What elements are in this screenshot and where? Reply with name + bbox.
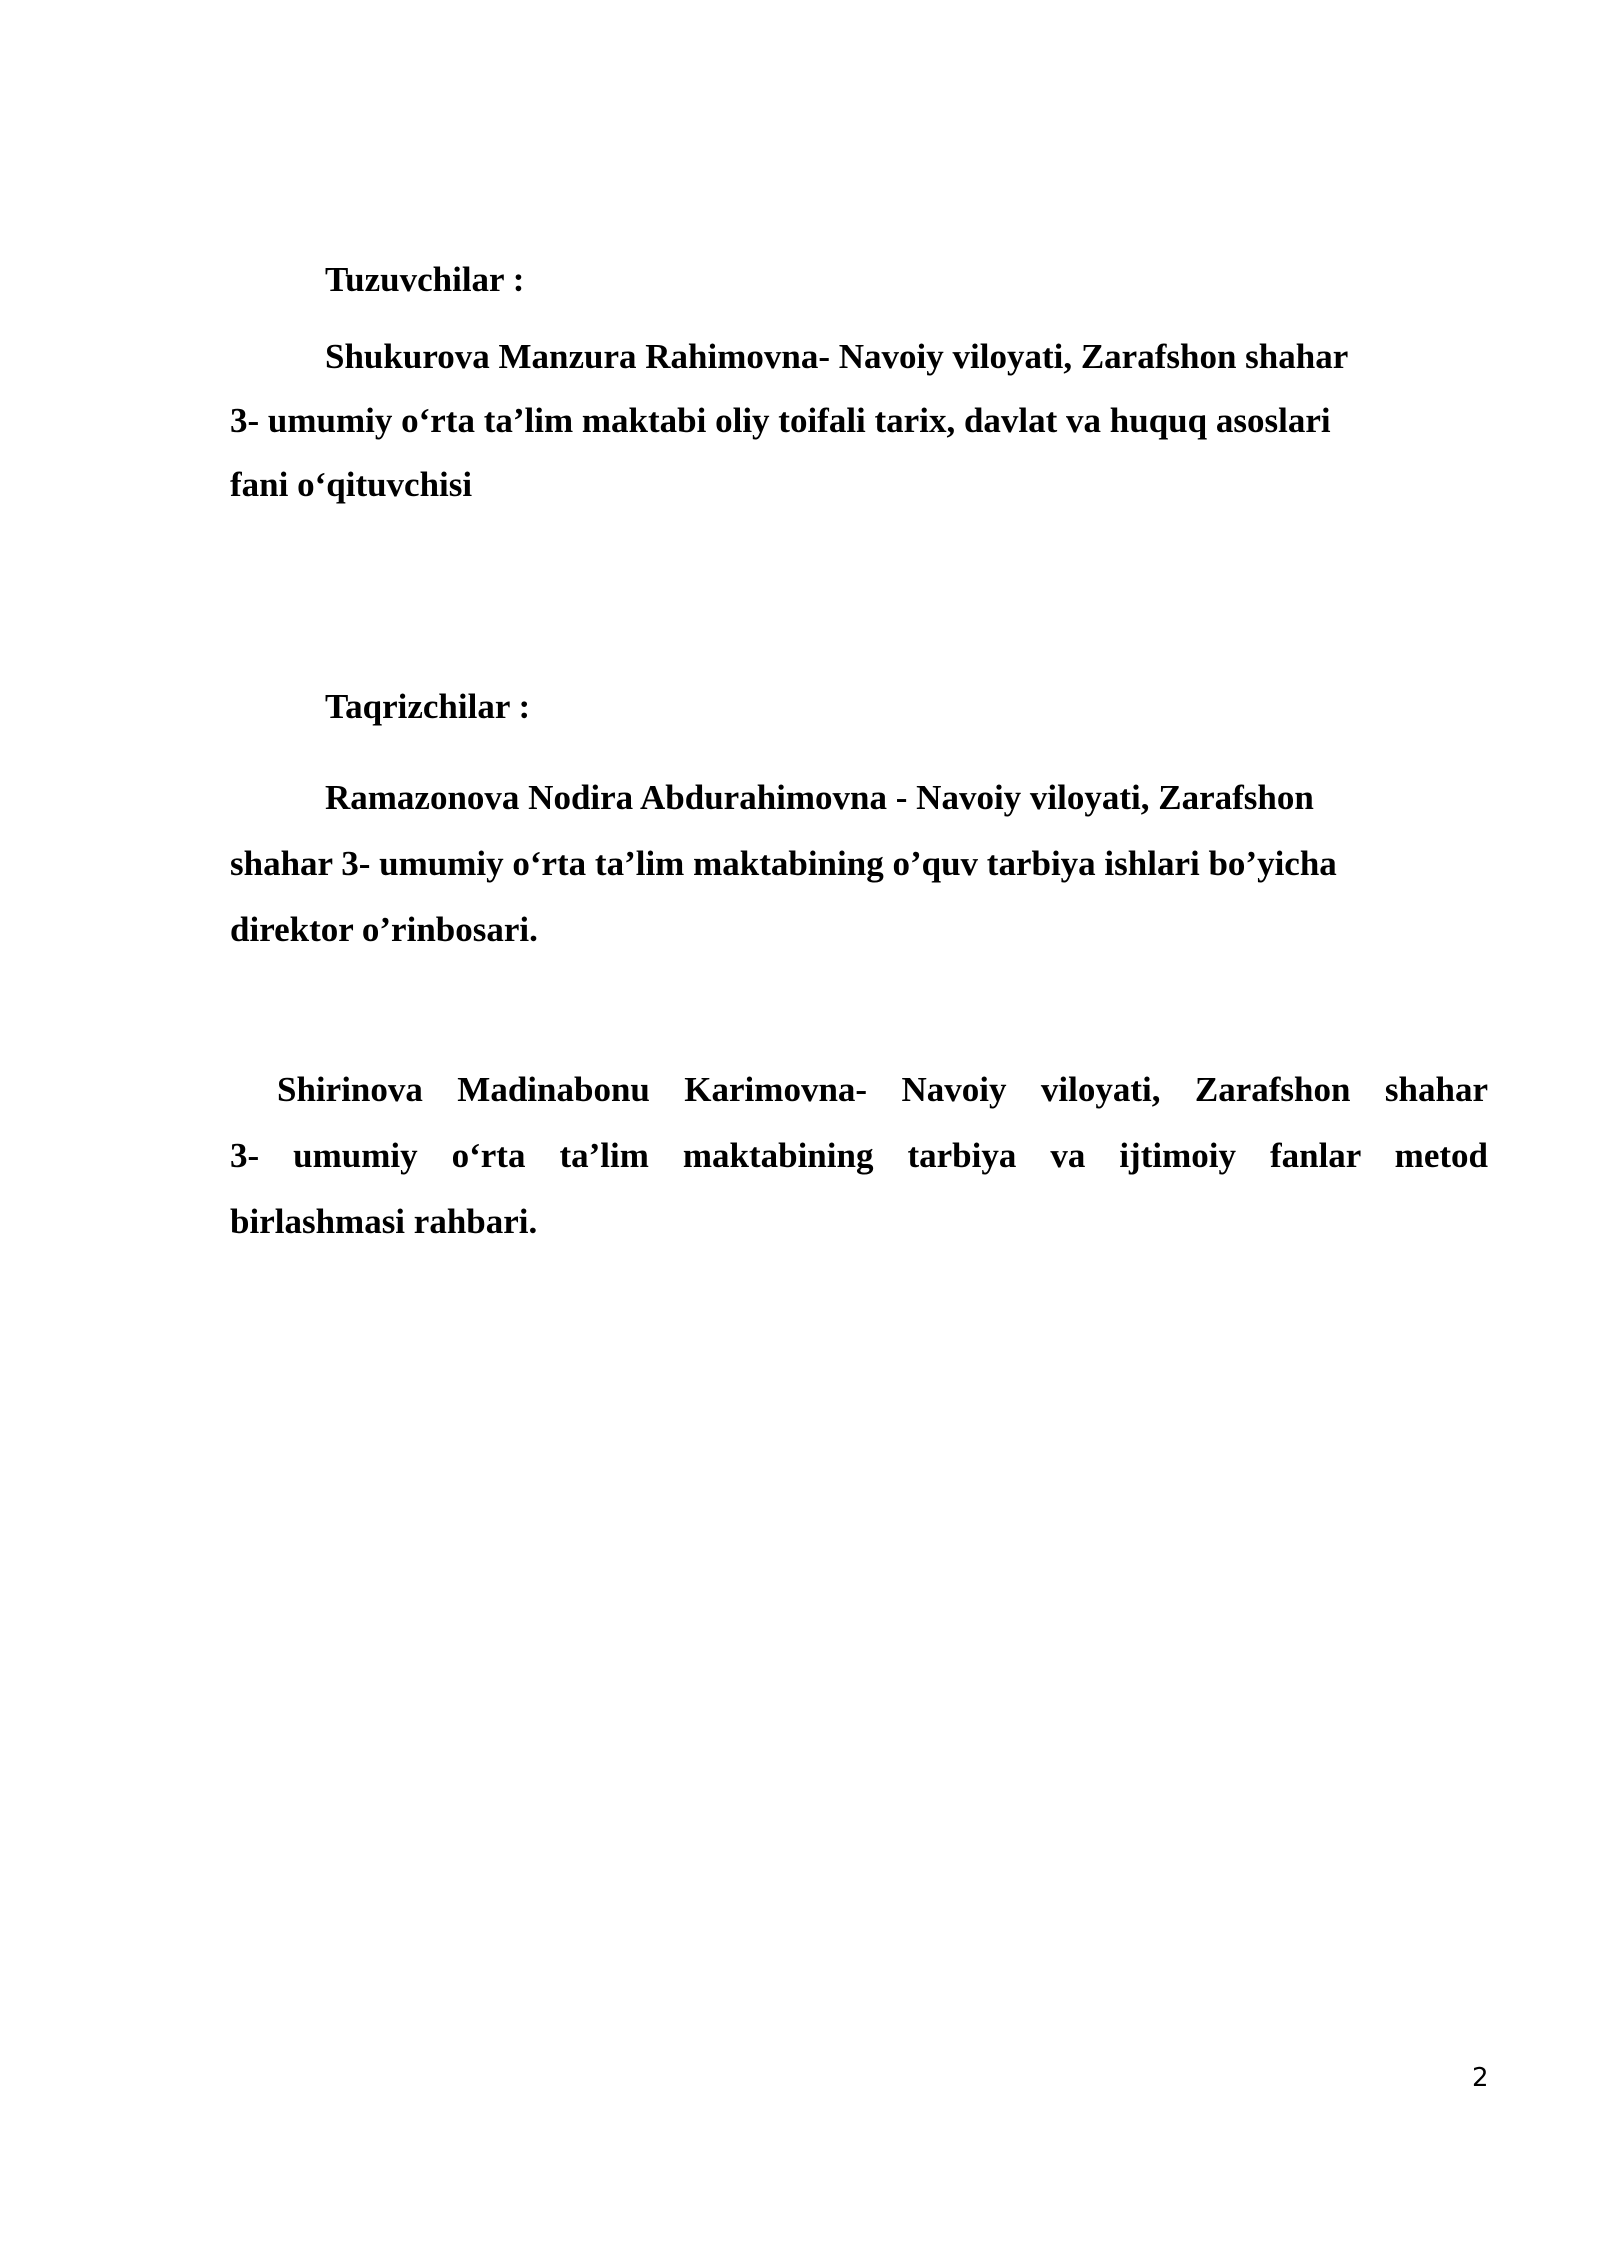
- reviewers-heading: Taqrizchilar :: [325, 687, 531, 726]
- reviewer-2-line: 3- umumiy o‘rta ta’lim maktabining tarbiya va ijtimoiy fanlar metod: [230, 1136, 1488, 1175]
- reviewer-1-line: Ramazonova Nodira Abdurahimovna - Navoiy viloyati, Zarafshon: [325, 778, 1314, 817]
- reviewer-2-paragraph: [230, 1070, 1488, 1242]
- compilers-heading: Tuzuvchilar :: [325, 260, 525, 299]
- reviewer-2-line: Shirinova Madinabonu Karimovna- Navoiy viloyati, Zarafshon shahar: [277, 1070, 1488, 1109]
- compiler-line: Shukurova Manzura Rahimovna- Navoiy viloyati, Zarafshon shahar: [325, 337, 1349, 376]
- compiler-paragraph: [230, 337, 1488, 505]
- reviewer-2-line: birlashmasi rahbari.: [230, 1202, 538, 1241]
- reviewer-1-paragraph: [230, 778, 1488, 950]
- reviewer-1-line: direktor o’rinbosari.: [230, 910, 538, 949]
- reviewer-1-line: shahar 3- umumiy o‘rta ta’lim maktabining o’quv tarbiya ishlari bo’yicha: [230, 844, 1337, 883]
- page-number: 2: [1472, 2063, 1489, 2093]
- compiler-line: 3- umumiy o‘rta ta’lim maktabi oliy toifali tarix, davlat va huquq asoslari: [230, 401, 1331, 440]
- compiler-line: fani o‘qituvchisi: [230, 465, 473, 504]
